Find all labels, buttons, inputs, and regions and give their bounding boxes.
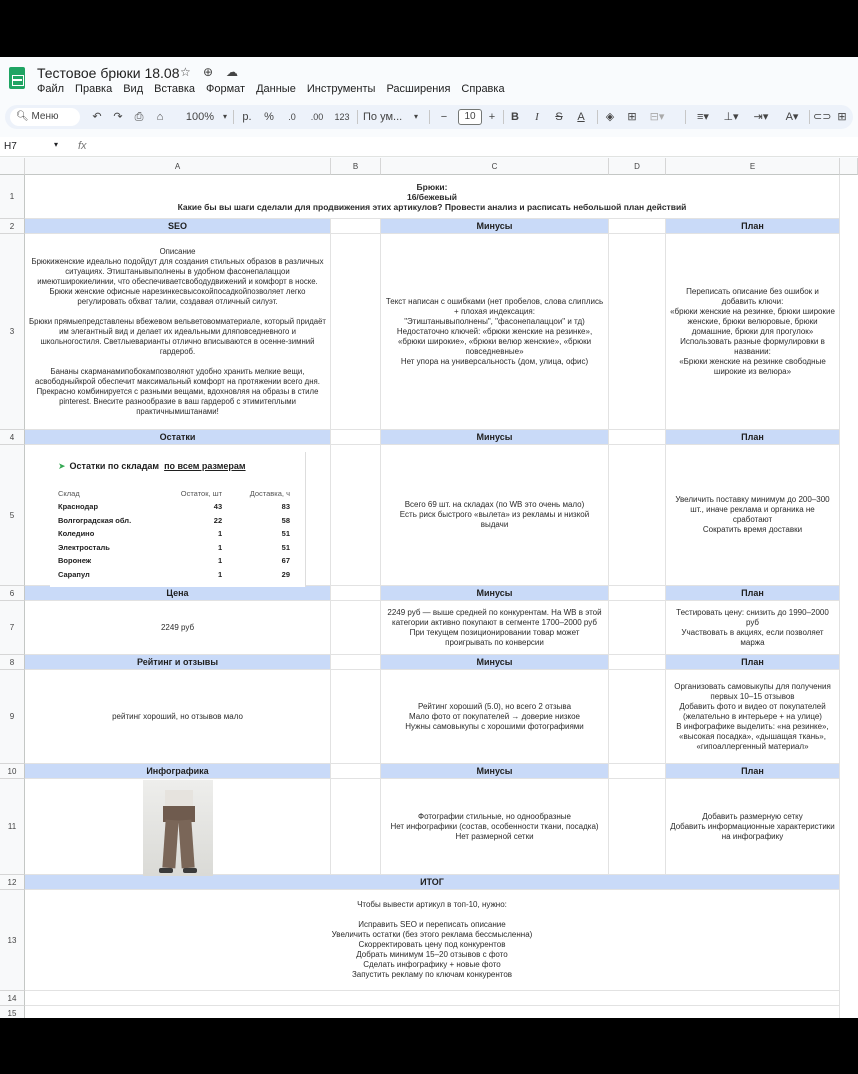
- infographic-plan-cell[interactable]: Добавить размерную сетку Добавить информационные характеристики на инфографику: [666, 779, 840, 875]
- row-header[interactable]: 8: [0, 655, 25, 670]
- photo-trouser-leg: [178, 820, 194, 869]
- stock-quantity: 1: [217, 542, 223, 552]
- column-header[interactable]: E: [666, 158, 840, 175]
- horizontal-align-icon[interactable]: ≡▾: [697, 111, 709, 123]
- menu-tools[interactable]: Инструменты: [306, 83, 376, 95]
- spreadsheet-grid[interactable]: [0, 158, 858, 1018]
- menu-extensions[interactable]: Расширения: [386, 83, 451, 95]
- stock-quantity: 43: [213, 502, 223, 512]
- price-plan-cell[interactable]: Тестировать цену: снизить до 1990–2000 руб Участвовать в акциях, если позволяет маржа: [666, 601, 840, 655]
- stock-widget-title: [58, 461, 246, 472]
- stock-col-warehouse: Склад: [58, 488, 80, 498]
- row-header[interactable]: 11: [0, 779, 25, 875]
- stock-col-delivery: Доставка, ч: [249, 488, 290, 498]
- insert-link-icon[interactable]: ⊂⊃: [813, 111, 832, 123]
- empty-cell[interactable]: [609, 430, 666, 445]
- rating-value-cell[interactable]: рейтинг хороший, но отзывов мало: [25, 670, 331, 764]
- more-formats-button[interactable]: 123: [334, 112, 350, 122]
- insert-comment-icon[interactable]: ⊞: [837, 111, 847, 123]
- section-header-price[interactable]: Цена: [25, 586, 331, 601]
- section-header-plan[interactable]: План: [666, 219, 840, 234]
- redo-icon[interactable]: ↷: [113, 111, 123, 123]
- section-header-stock[interactable]: Остатки: [25, 430, 331, 445]
- row-header[interactable]: 2: [0, 219, 25, 234]
- search-icon: 🔍︎: [16, 111, 29, 122]
- section-header-minuses[interactable]: Минусы: [381, 764, 609, 779]
- section-header-minuses[interactable]: Минусы: [381, 430, 609, 445]
- stock-quantity: 22: [213, 515, 223, 525]
- photo-shoe: [183, 868, 197, 873]
- empty-cell[interactable]: [331, 670, 381, 764]
- column-header[interactable]: C: [381, 158, 609, 175]
- toolbar-divider: [357, 110, 358, 124]
- product-photo: [143, 780, 213, 876]
- stock-minuses-cell[interactable]: Всего 69 шт. на складах (по WB это очень мало) Есть риск быстрого «вылета» из рекламы и низкой выдачи: [381, 445, 609, 586]
- font-select[interactable]: По ум...: [363, 111, 403, 123]
- stock-warehouse: Электросталь: [58, 542, 110, 552]
- move-icon[interactable]: ⊕: [203, 65, 214, 79]
- stock-quantity: 1: [217, 529, 223, 539]
- column-header[interactable]: D: [609, 158, 666, 175]
- row-header[interactable]: 4: [0, 430, 25, 445]
- section-header-minuses[interactable]: Минусы: [381, 586, 609, 601]
- empty-row[interactable]: [25, 1006, 840, 1018]
- empty-cell[interactable]: [609, 219, 666, 234]
- stock-row: [58, 554, 298, 568]
- increase-decimals-button[interactable]: .00: [310, 112, 324, 122]
- italic-button[interactable]: I: [535, 111, 539, 123]
- menu-bar: [37, 83, 516, 95]
- menu-view[interactable]: Вид: [123, 83, 144, 95]
- stock-plan-cell[interactable]: Увеличить поставку минимум до 200–300 шт., иначе реклама и органика не сработают Сократить время доставки: [666, 445, 840, 586]
- stock-delivery: 58: [281, 515, 290, 525]
- font-size-plus-icon[interactable]: +: [488, 111, 496, 123]
- text-rotation-icon[interactable]: A▾: [785, 111, 799, 123]
- vertical-align-icon[interactable]: ⊥▾: [723, 111, 739, 123]
- stock-quantity: 1: [217, 556, 223, 566]
- toolbar-divider: [233, 110, 234, 124]
- seo-plan-cell[interactable]: Переписать описание без ошибок и добавить ключи: «брюки женские на резинке, брюки широкие женские, брюки велюровые, брюки домашние, брюки для прогулок» Использовать разные формулировки в названии: «Брюки женские на резинке свободные широкие из велюра»: [666, 234, 840, 430]
- percent-format-button[interactable]: %: [264, 111, 274, 123]
- section-header-plan[interactable]: План: [666, 430, 840, 445]
- stock-widget-title-text: Остатки по складам: [69, 461, 160, 471]
- row-header[interactable]: 14: [0, 991, 25, 1006]
- print-icon[interactable]: ⎙: [134, 111, 144, 123]
- section-header-plan[interactable]: План: [666, 764, 840, 779]
- row-header[interactable]: 3: [0, 234, 25, 430]
- seo-minuses-cell[interactable]: Текст написан с ошибками (нет пробелов, слова слиплись + плохая индексация: "Этиштанывыполнены", "фасонепалаццои" и тд) Недостаточно ключей: «брюки женские на резинке», «брюки широкие», «брюки велюр женские», «брюки повседневные» Нет упора на универсальность (дом, улица, офис): [381, 234, 609, 430]
- section-header-plan[interactable]: План: [666, 586, 840, 601]
- row-header[interactable]: 1: [0, 175, 25, 219]
- decrease-decimals-button[interactable]: .0: [288, 112, 296, 122]
- stock-size-filter: по всем размерам: [164, 461, 246, 471]
- stock-warehouse: Краснодар: [58, 502, 99, 512]
- name-box-chevron-down-icon[interactable]: ▾: [54, 140, 59, 149]
- seo-description-cell[interactable]: Описание Брюкиженские идеально подойдут для создания стильных образов в различных ситуациях. Этиштанывыполнены в удобном фасонепалаццои имеютширокиелинии, что обеспечиваетсвободудвижений и комфорт в носке. Брюки женские офисные нарезинкесвысокойпосадкойпозволяет легко регулировать обхват талии, создавая отличный силуэт. Брюки прямыепредставлены вбежевом вельветовомматериале, который придаёт им элегантный вид и делает их идеальными дляповседневного и школьногостиля. Светлыеварианты отлично вписываются в осенне-зимний гардероб. Бананы скарманамипобокампозволяют удобно хранить мелкие вещи, асвободныйкрой обеспечит максимальный комфорт на протяжении всего дня. Прекрасно комбинируется с разными вещами, вдохновляя на образы в стиле pinterest. Внесите разнообразие в ваш гардероб с этимитеплыми практичнымиштанами!: [25, 234, 331, 430]
- section-header-minuses[interactable]: Минусы: [381, 655, 609, 670]
- stock-row: [58, 541, 298, 555]
- empty-cell[interactable]: [331, 430, 381, 445]
- row-header[interactable]: 7: [0, 601, 25, 655]
- rating-minuses-cell[interactable]: Рейтинг хороший (5.0), но всего 2 отзыва Мало фото от покупателей → доверие низкое Нужны самовыкупы с хорошими фотографиями: [381, 670, 609, 764]
- toolbar-divider: [429, 110, 430, 124]
- row-header[interactable]: 9: [0, 670, 25, 764]
- menu-edit[interactable]: Правка: [75, 83, 113, 95]
- empty-cell[interactable]: [331, 601, 381, 655]
- empty-cell[interactable]: [609, 655, 666, 670]
- formula-bar: [0, 137, 858, 157]
- section-header-rating[interactable]: Рейтинг и отзывы: [25, 655, 331, 670]
- empty-cell[interactable]: [331, 764, 381, 779]
- fill-color-icon[interactable]: ◈: [605, 111, 615, 123]
- stock-row: [58, 514, 298, 528]
- currency-format-button[interactable]: р.: [242, 111, 252, 123]
- lightning-icon: ➤: [58, 461, 66, 471]
- stock-warehouse: Сарапул: [58, 569, 90, 579]
- empty-cell[interactable]: [609, 779, 666, 875]
- cloud-status-icon[interactable]: ☁: [226, 65, 238, 79]
- rating-plan-cell[interactable]: Организовать самовыкупы для получения первых 10–15 отзывов Добавить фото и видео от покупателей (желательно в интерьере + на улице) В инфографике выделить: «на резинке», «высокая посадка», «дышащая ткань», «гипоаллергенный материал»: [666, 670, 840, 764]
- empty-cell[interactable]: [331, 779, 381, 875]
- stock-col-quantity: Остаток, шт: [180, 488, 223, 498]
- row-header[interactable]: 15: [0, 1006, 25, 1018]
- empty-cell[interactable]: [331, 655, 381, 670]
- search-menus-input[interactable]: [10, 108, 80, 126]
- zoom-chevron-down-icon[interactable]: ▾: [222, 112, 227, 121]
- empty-row[interactable]: [25, 991, 840, 1006]
- text-color-button[interactable]: A: [577, 111, 585, 123]
- empty-cell[interactable]: [609, 445, 666, 586]
- infographic-minuses-cell[interactable]: Фотографии стильные, но однообразные Нет инфографики (состав, особенности ткани, посадка) Нет размерной сетки: [381, 779, 609, 875]
- strikethrough-button[interactable]: S: [555, 111, 563, 123]
- toolbar-divider: [809, 110, 810, 124]
- row-header[interactable]: 10: [0, 764, 25, 779]
- star-icon[interactable]: ☆: [180, 65, 191, 79]
- font-chevron-down-icon[interactable]: ▾: [413, 112, 418, 121]
- stock-delivery: 83: [281, 502, 290, 512]
- empty-cell[interactable]: [331, 586, 381, 601]
- title-bar: [0, 57, 858, 101]
- section-header-seo[interactable]: SEO: [25, 219, 331, 234]
- toolbar-divider: [685, 110, 686, 124]
- stock-delivery: 51: [281, 529, 290, 539]
- name-box[interactable]: H7: [4, 141, 17, 152]
- menu-data[interactable]: Данные: [256, 83, 296, 95]
- price-value-cell[interactable]: 2249 руб: [25, 601, 331, 655]
- toolbar-divider: [503, 110, 504, 124]
- photo-trouser-leg: [162, 820, 178, 869]
- document-title[interactable]: Тестовое брюки 18.08: [37, 65, 180, 81]
- stock-row: [58, 500, 298, 514]
- toolbar-divider: [597, 110, 598, 124]
- stock-warehouse: Коледино: [58, 529, 95, 539]
- section-header-infographic[interactable]: Инфографика: [25, 764, 331, 779]
- empty-cell[interactable]: [331, 445, 381, 586]
- column-header[interactable]: A: [25, 158, 331, 175]
- menu-format[interactable]: Формат: [206, 83, 246, 95]
- stock-warehouse: Воронеж: [58, 556, 92, 566]
- toolbar: [5, 105, 853, 129]
- text-wrap-icon[interactable]: ⇥▾: [753, 111, 769, 123]
- column-header[interactable]: B: [331, 158, 381, 175]
- zoom-select[interactable]: 100%: [185, 111, 215, 123]
- row-header[interactable]: 5: [0, 445, 25, 586]
- sheets-logo-icon[interactable]: [9, 67, 25, 89]
- empty-cell[interactable]: [609, 670, 666, 764]
- photo-shoe: [159, 868, 173, 873]
- font-size-minus-icon[interactable]: −: [440, 111, 448, 123]
- menu-help[interactable]: Справка: [461, 83, 505, 95]
- empty-cell[interactable]: [609, 764, 666, 779]
- stock-warehouse: Волгоградская обл.: [58, 515, 132, 525]
- column-header-partial[interactable]: [840, 158, 858, 175]
- stock-by-warehouse-image: [50, 452, 306, 587]
- stock-quantity: 1: [217, 569, 223, 579]
- section-header-plan[interactable]: План: [666, 655, 840, 670]
- stock-delivery: 29: [281, 569, 290, 579]
- sheets-window: [0, 57, 858, 1018]
- merge-cells-icon[interactable]: ⊟▾: [649, 111, 665, 123]
- font-size-input[interactable]: 10: [458, 109, 482, 125]
- search-menus-label: Меню: [31, 111, 59, 122]
- menu-file[interactable]: Файл: [37, 83, 65, 95]
- row-header[interactable]: 12: [0, 875, 25, 890]
- stock-table: [58, 486, 298, 581]
- paint-format-icon[interactable]: ⌂: [156, 111, 164, 123]
- borders-icon[interactable]: ⊞: [627, 111, 637, 123]
- row-header[interactable]: 13: [0, 890, 25, 991]
- undo-icon[interactable]: ↶: [92, 111, 102, 123]
- empty-cell[interactable]: [609, 586, 666, 601]
- price-minuses-cell[interactable]: 2249 руб — выше средней по конкурентам. На WB в этой категории активно покупают в сегменте 1700–2000 руб При текущем позиционировании товар может проигрывать по конверсии: [381, 601, 609, 655]
- stock-row: [58, 568, 298, 582]
- empty-cell[interactable]: [609, 234, 666, 430]
- empty-cell[interactable]: [331, 219, 381, 234]
- stock-delivery: 51: [281, 542, 290, 552]
- stock-delivery: 67: [281, 556, 290, 566]
- empty-cell[interactable]: [331, 234, 381, 430]
- empty-cell[interactable]: [609, 601, 666, 655]
- row-header[interactable]: 6: [0, 586, 25, 601]
- section-header-summary[interactable]: ИТОГ: [25, 875, 840, 890]
- select-all-corner[interactable]: [0, 158, 25, 175]
- bold-button[interactable]: B: [511, 111, 519, 123]
- summary-cell[interactable]: Чтобы вывести артикул в топ-10, нужно: Исправить SEO и переписать описание Увеличить остатки (без этого реклама бессмысленна) Скорректировать цену под конкурентов Добрать минимум 15–20 отзывов с фото Сделать инфографику + новые фото Запустить рекламу по ключам конкурентов: [25, 890, 840, 991]
- stock-row: [58, 527, 298, 541]
- header-title-cell[interactable]: Брюки: 16/бежевый Какие бы вы шаги сделали для продвижения этих артикулов? Провести анализ и расписать небольшой план действий: [25, 175, 840, 219]
- menu-insert[interactable]: Вставка: [154, 83, 196, 95]
- section-header-minuses[interactable]: Минусы: [381, 219, 609, 234]
- fx-icon: fx: [78, 140, 87, 152]
